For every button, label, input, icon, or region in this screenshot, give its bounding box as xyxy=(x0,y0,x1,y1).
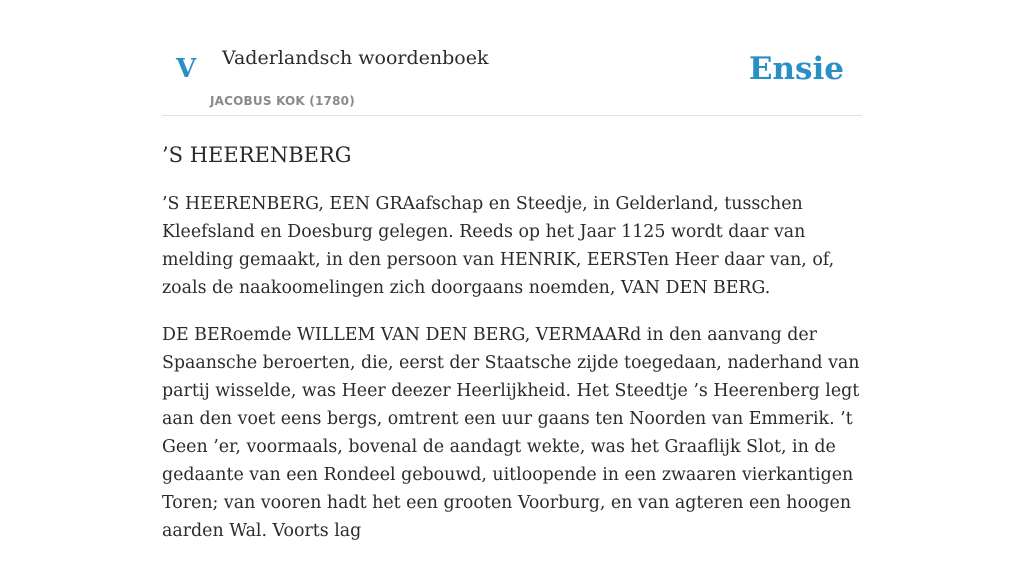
entry-paragraph: DE BERoemde WILLEM VAN DEN BERG, VERMAARd in den aanvang der Spaansche beroerten, die, eerst der Staatsche zijde toegedaan, naderhand van partij wisselde, was Heer deezer Heerlijkheid. Het Steedtje ’s Heerenberg legt aan den voet eens bergs, omtrent een uur gaans ten Noorden van Emmerik. ’t Geen ’er, voormaals, bovenal de aandagt wekte, was het Graaflijk Slot, in de gedaante van een Rondeel gebouwd, uitloopende in een zwaaren vierkantigen Toren; van vooren hadt het een grooten Voorburg, en van agteren een hoogen aarden Wal. Voorts lag xyxy=(162,325,860,541)
entry-body xyxy=(162,190,862,545)
book-title-link[interactable]: Vaderlandsch woordenboek xyxy=(222,47,489,69)
book-author: JACOBUS KOK (1780) xyxy=(210,94,355,108)
page xyxy=(162,0,862,564)
book-letter-icon[interactable]: V xyxy=(176,54,197,84)
entry-paragraph: ’S HEERENBERG, EEN GRAafschap en Steedje, in Gelderland, tusschen Kleefsland en Doesburg gelegen. Reeds op het Jaar 1125 wordt daar van melding gemaakt, in den persoon van HENRIK, EERSTen Heer daar van, of, zoals de naakoomelingen zich doorgaans noemden, VAN DEN BERG. xyxy=(162,194,835,298)
book-header xyxy=(162,0,862,116)
ensie-logo-link[interactable]: Ensie xyxy=(748,51,844,87)
entry-title: ’S HEERENBERG xyxy=(162,143,352,167)
